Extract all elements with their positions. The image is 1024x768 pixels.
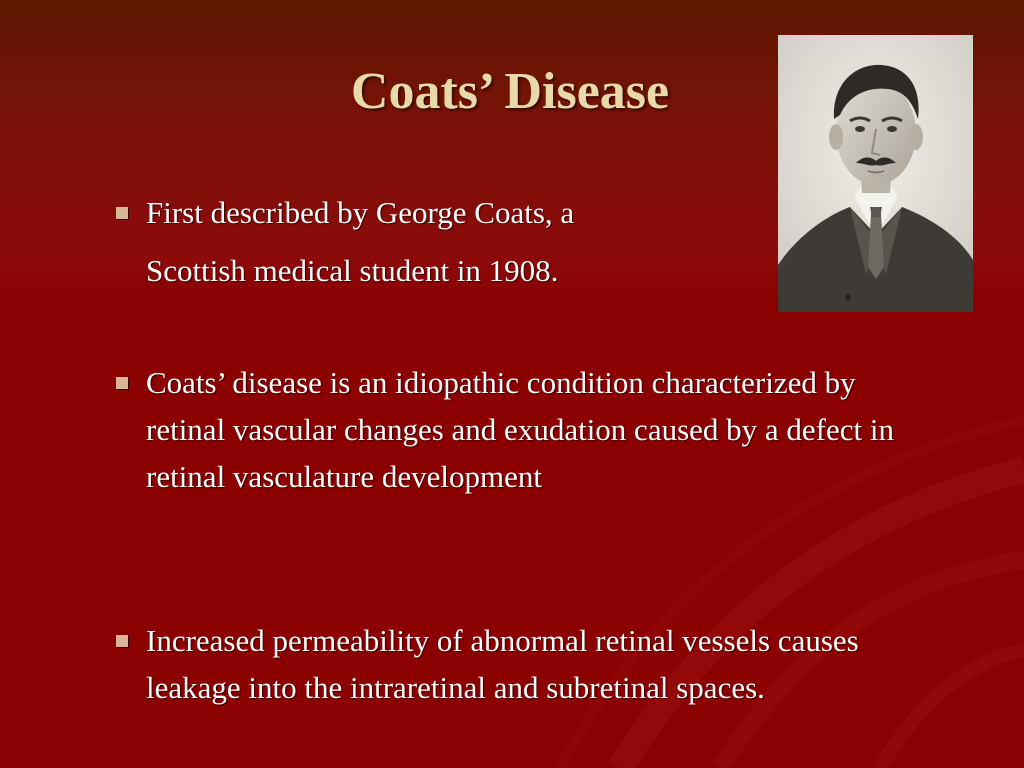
bullet-text: Coats’ disease is an idiopathic condition characterized by retinal vascular changes and exudation caused by a defect in retinal vasculature development: [146, 365, 894, 494]
bullet-text: [146, 189, 706, 294]
bullet-item: [112, 189, 932, 294]
square-bullet-icon: [116, 207, 128, 219]
square-bullet-icon: [116, 377, 128, 389]
bullet-line: Scottish medical student in 1908.: [146, 253, 559, 288]
bullet-text: Increased permeability of abnormal retinal vessels causes leakage into the intraretinal and subretinal spaces.: [146, 623, 859, 705]
square-bullet-icon: [116, 635, 128, 647]
slide-title: Coats’ Disease: [350, 63, 670, 120]
bullet-line: First described by George Coats, a: [146, 195, 575, 230]
bullet-item: [112, 617, 932, 711]
bullet-item: [112, 359, 932, 500]
